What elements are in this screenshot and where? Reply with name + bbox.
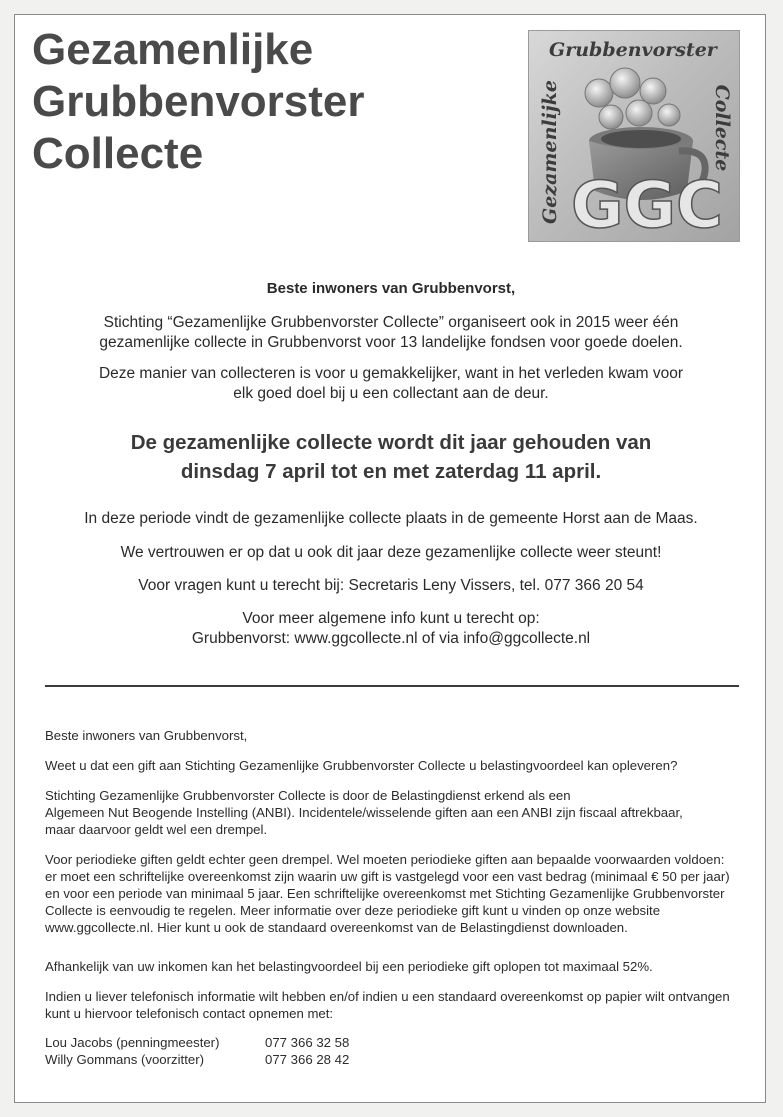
- intro-line-1: Stichting “Gezamenlijke Grubbenvorster Collecte” organiseert ook in 2015 weer één: [103, 314, 679, 331]
- anbi-line-2: Algemeen Nut Beogende Instelling (ANBI). Incidentele/wisselende giften aan een ANBI zijn fiscaal aftrekbaar,: [45, 805, 683, 820]
- contact-row: [45, 1051, 745, 1068]
- periodic-gift-paragraph: [45, 851, 745, 936]
- title-line-3: Collecte: [32, 129, 204, 178]
- periodic-line-4: Collecte is eenvoudig te regelen. Meer informatie over deze periodieke gift kunt u vinden op onze website: [45, 903, 661, 918]
- method-line-2: elk goed doel bij u een collectant aan de deur.: [233, 385, 549, 402]
- anbi-line-1: Stichting Gezamenlijke Grubbenvorster Collecte is door de Belastingdienst erkend als een: [45, 788, 571, 803]
- title-line-1: Gezamenlijke: [32, 25, 314, 74]
- greeting-heading: Beste inwoners van Grubbenvorst,: [266, 280, 516, 297]
- title-line-2: Grubbenvorster: [32, 77, 365, 126]
- contact-line-2: kunt u hiervoor telefonisch contact opnemen met:: [45, 1006, 334, 1021]
- support-paragraph: We vertrouwen er op dat u ook dit jaar deze gezamenlijke collecte weer steunt!: [120, 544, 662, 561]
- logo-right-text: Collecte: [711, 84, 733, 172]
- info-paragraph: [34, 609, 748, 649]
- intro-line-2: gezamenlijke collecte in Grubbenvorst voor 13 landelijke fondsen voor goede doelen.: [99, 334, 683, 351]
- contact-row: [45, 1034, 745, 1051]
- max-benefit-paragraph: Afhankelijk van uw inkomen kan het belastingvoordeel bij een periodieke gift oplopen tot maximaal 52%.: [45, 959, 653, 974]
- headline-line-2: dinsdag 7 april tot en met zaterdag 11 april.: [180, 460, 602, 483]
- contact-paragraph: [45, 988, 745, 1022]
- periodic-line-1: Voor periodieke giften geldt echter geen drempel. Wel moeten periodieke giften aan bepaalde voorwaarden voldoen:: [45, 852, 725, 867]
- headline-line-1: De gezamenlijke collecte wordt dit jaar gehouden van: [130, 431, 652, 454]
- intro-paragraph: [34, 313, 748, 353]
- bottom-greeting: Beste inwoners van Grubbenvorst,: [45, 728, 248, 743]
- ggc-logo: [528, 30, 740, 242]
- date-headline: [34, 428, 748, 486]
- periodic-line-2: er moet een schriftelijke overeenkomst zijn waarin uw gift is vastgelegd voor een vast bedrag (minimaal € 50 per jaar): [45, 869, 730, 884]
- info-line-1: Voor meer algemene info kunt u terecht op:: [242, 610, 540, 627]
- periodic-line-3: en voor een periode van minimaal 5 jaar. Een schriftelijke overeenkomst met Stichting Gezamenlijke Grubbenvorster: [45, 886, 725, 901]
- logo-left-text: Gezamenlijke: [539, 80, 561, 224]
- method-line-1: Deze manier van collecteren is voor u gemakkelijker, want in het verleden kwam voor: [98, 365, 684, 382]
- contact-phone: 077 366 32 58: [265, 1035, 350, 1050]
- page-title: [32, 24, 452, 180]
- periodic-line-5: www.ggcollecte.nl. Hier kunt u ook de standaard overeenkomst van de Belastingdienst downloaden.: [45, 920, 628, 935]
- logo-initials-text: GGC: [570, 169, 724, 243]
- contact-name: Willy Gommans (voorzitter): [45, 1052, 204, 1067]
- questions-paragraph: Voor vragen kunt u terecht bij: Secretaris Leny Vissers, tel. 077 366 20 54: [138, 577, 644, 594]
- section-divider: [45, 685, 739, 687]
- anbi-line-3: maar daarvoor geldt wel een drempel.: [45, 822, 268, 837]
- anbi-paragraph: [45, 787, 745, 838]
- logo-initials: [529, 31, 740, 242]
- info-line-2: Grubbenvorst: www.ggcollecte.nl of via info@ggcollecte.nl: [191, 630, 591, 647]
- tax-question: Weet u dat een gift aan Stichting Gezamenlijke Grubbenvorster Collecte u belastingvoordeel kan opleveren?: [45, 758, 678, 773]
- contact-phone: 077 366 28 42: [265, 1052, 350, 1067]
- contact-line-1: Indien u liever telefonisch informatie wilt hebben en/of indien u een standaard overeenkomst op papier wilt ontvangen: [45, 989, 730, 1004]
- contact-name: Lou Jacobs (penningmeester): [45, 1035, 220, 1050]
- method-paragraph: [34, 364, 748, 404]
- contact-list: [45, 1034, 745, 1068]
- logo-top-text: Grubbenvorster: [549, 39, 717, 61]
- period-paragraph: In deze periode vindt de gezamenlijke collecte plaats in de gemeente Horst aan de Maas.: [84, 510, 698, 527]
